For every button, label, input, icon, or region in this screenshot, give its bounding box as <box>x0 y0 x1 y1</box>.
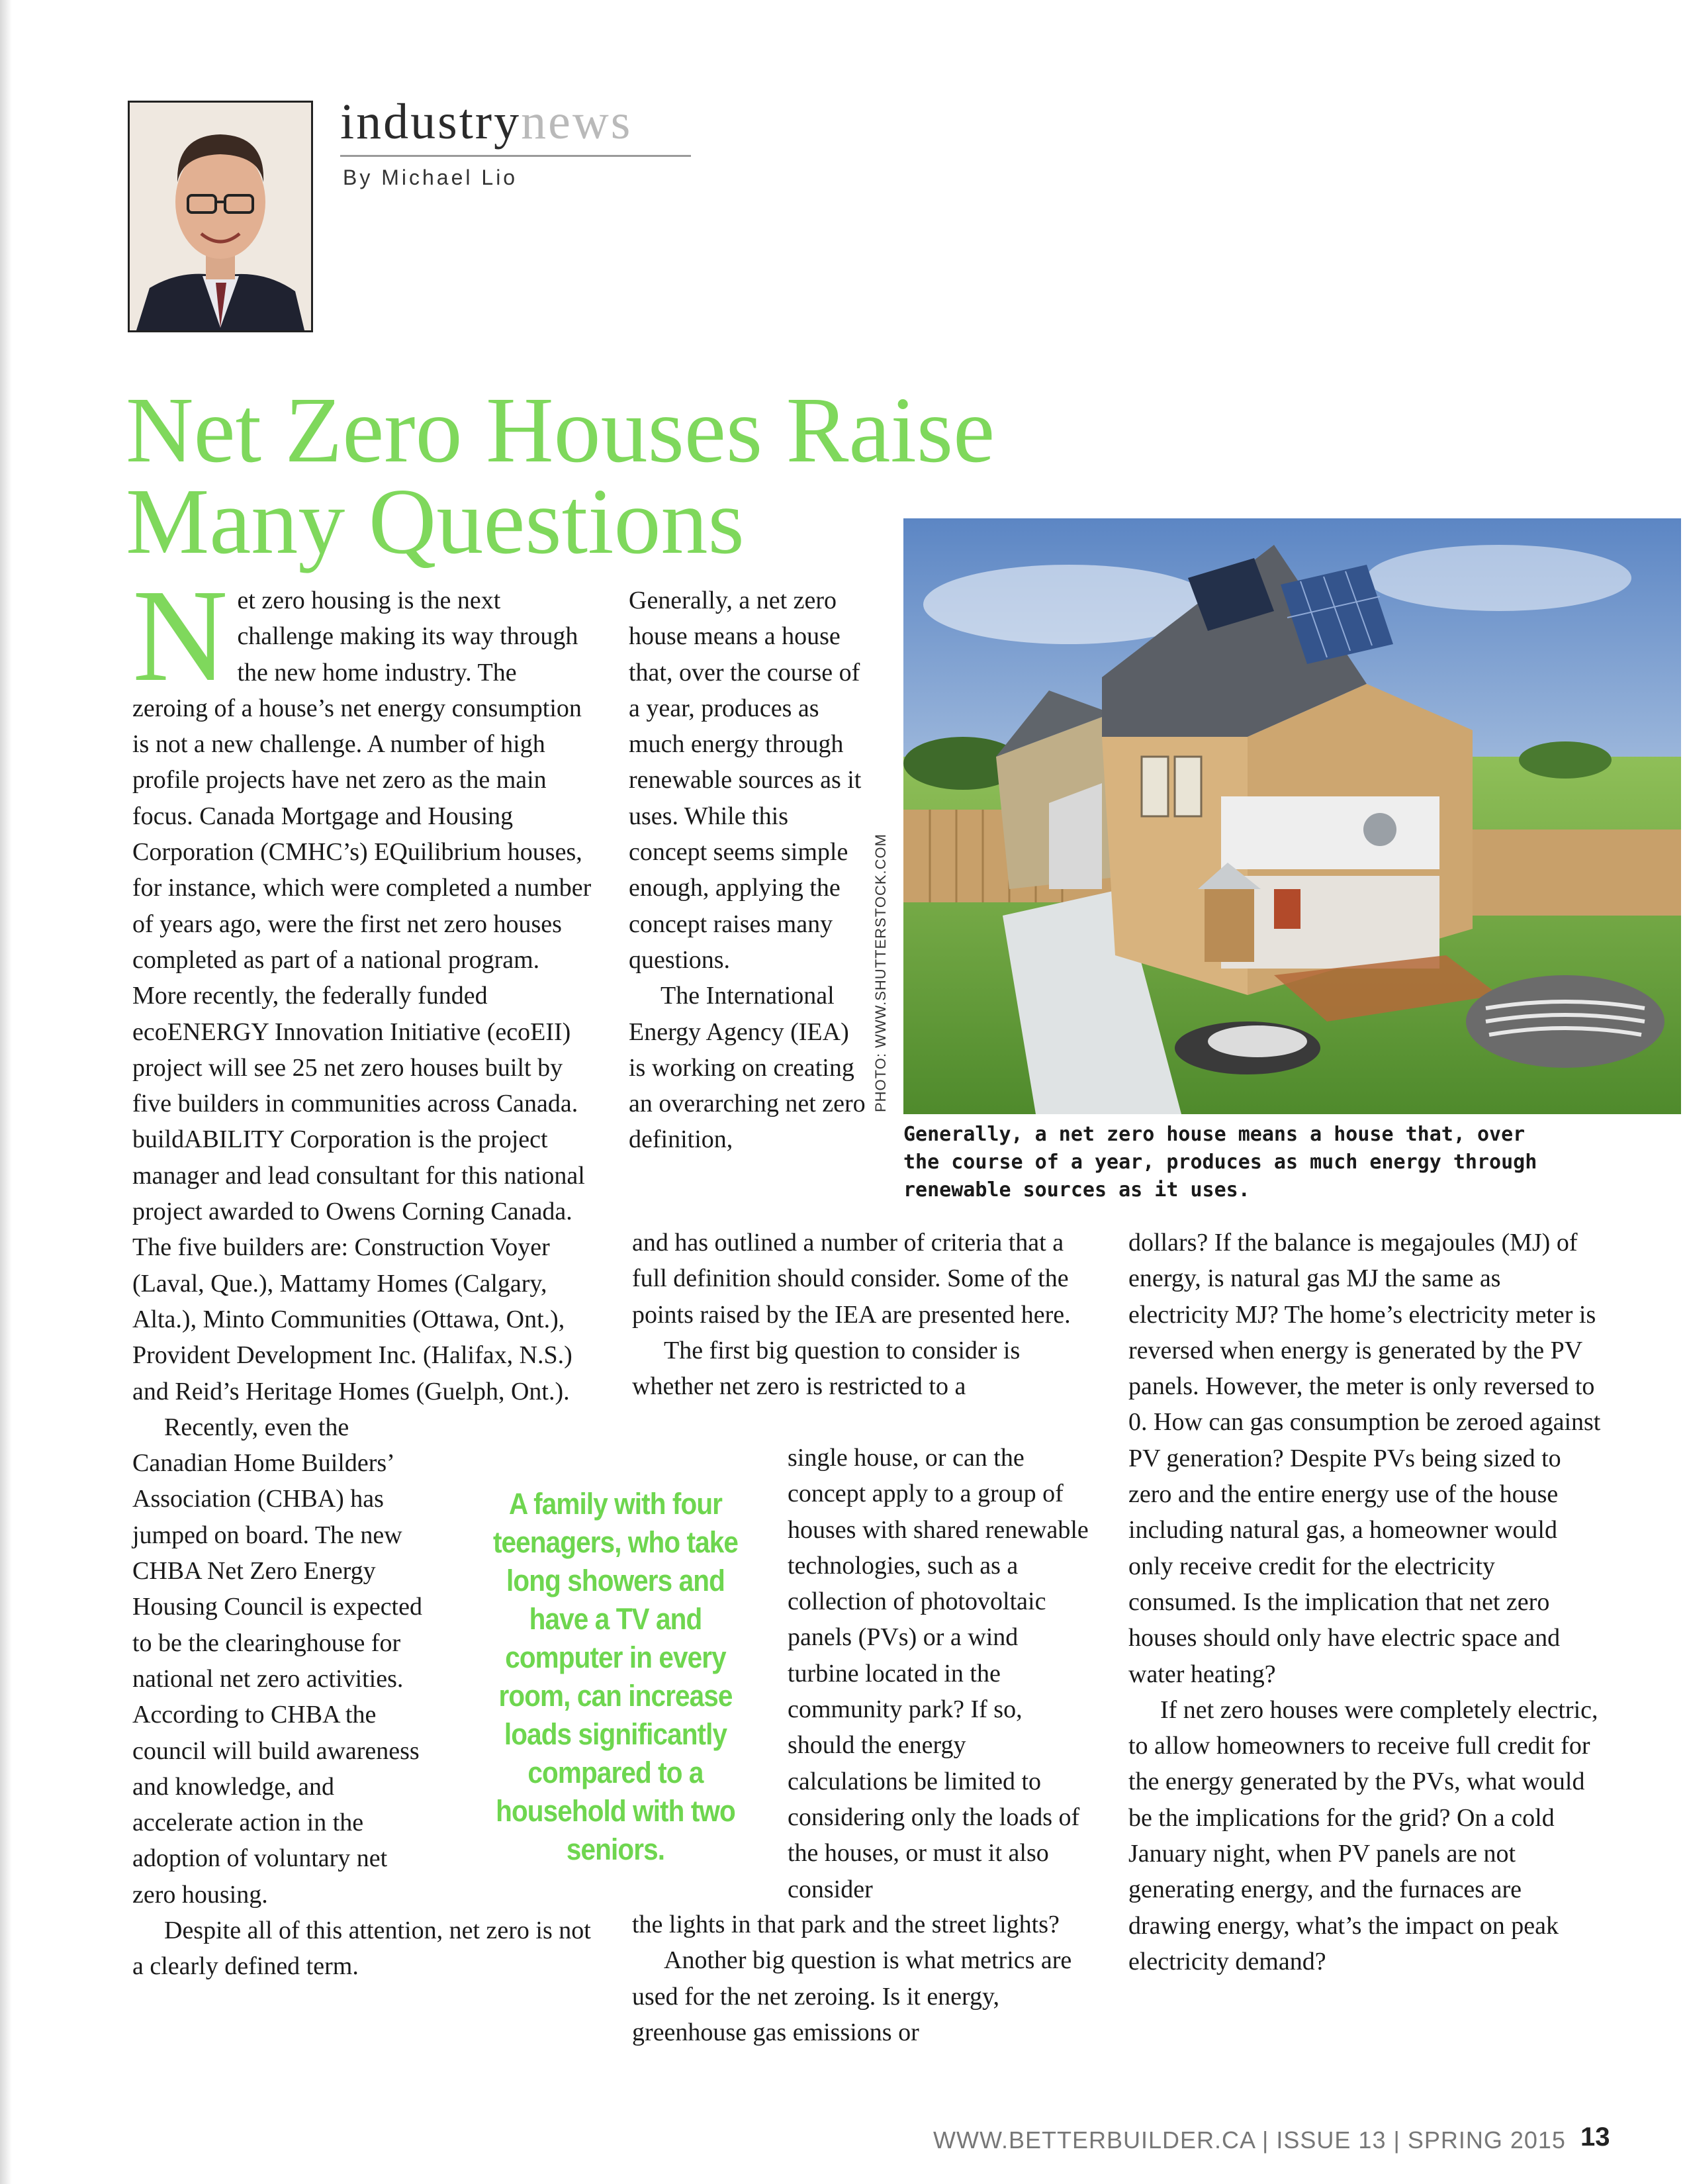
net-zero-house-illustration <box>903 518 1681 1114</box>
headline-line-2: Many Questions <box>126 469 745 573</box>
paragraph-text: et zero housing is the next challenge making its way through the new home industry. The zeroing of a house’s net energy consumption is not a new challenge. A number of high profile projects have net zero as the main focus. Canada Mortgage and Housing Corporation (CMHC’s) EQuilibrium houses, for instance, which were completed a number of years ago, were the first net zero houses completed as part of a national program. More recently, the federally funded ecoENERGY Innovation Initiative (ecoEII) project will see 25 net zero houses built by five builders in communities across Canada. buildABILITY Corporation is the project manager and lead consultant for this national project awarded to Owens Corning Canada. The five builders are: Construction Voyer (Laval, Que.), Mattamy Homes (Calgary, Alta.), Minto Communities (Ottawa, Ont.), Provident Development Inc. (Halifax, N.S.) and Reid’s Heritage Homes (Guelph, Ont.). <box>132 587 592 1405</box>
section-divider <box>340 155 691 157</box>
paragraph: If net zero houses were completely electric, to allow homeowners to receive full credit for the energy generated by the PVs, what would be the implications for the grid? On a cold January night, when PV panels are not generating energy, and the furnaces are drawing energy, what’s the impact on peak electricity demand? <box>1128 1695 1598 1975</box>
section-label-light: news <box>521 94 633 150</box>
headline-line-1: Net Zero Houses Raise <box>126 377 995 482</box>
article-column-3 <box>1128 1225 1605 1979</box>
paragraph <box>132 563 596 1409</box>
author-photo <box>128 101 313 332</box>
drop-cap: N <box>132 563 228 709</box>
article-column-2-top <box>629 583 870 1158</box>
footer-info: WWW.BETTERBUILDER.CA | ISSUE 13 | SPRING 2015 <box>933 2126 1566 2154</box>
paragraph: Despite all of this attention, net zero is not a clearly defined term. <box>132 1916 591 1981</box>
byline: By Michael Lio <box>343 166 518 189</box>
paragraph: The International Energy Agency (IEA) is working on creating an overarching net zero definition, <box>629 982 866 1154</box>
paragraph: Generally, a net zero house means a house that, over the course of a year, produces as much energy through renewable sources as it uses. While this concept seems simple enough, applying the concept raises many questions. <box>629 587 862 974</box>
paragraph-continued: the lights in that park and the street lights? <box>632 1911 1060 1938</box>
paragraph: dollars? If the balance is megajoules (MJ) of energy, is natural gas MJ the same as electricity MJ? The home’s electricity meter is reversed when energy is generated by the PV panels. However, the meter is only reversed to 0. How can gas consumption be zeroed against PV generation? Despite PVs being sized to zero and the entire energy use of the house including natural gas, a homeowner would only receive credit for the electricity consumed. Is the implication that net zero houses should only have electric space and water heating? <box>1128 1229 1601 1688</box>
paragraph: Recently, even the Canadian Home Builders’ Association (CHBA) has jumped on board. The new CHBA Net Zero Energy Housing Council is expected to be the clearinghouse for national net zero activities. According to CHBA the council will build awareness and knowledge, and accelerate action in the adoption of voluntary net zero housing. <box>132 1413 422 1909</box>
article-column-2-middle <box>632 1225 1089 1404</box>
paragraph: Another big question is what metrics are used for the net zeroing. Is it energy, greenhouse gas emissions or <box>632 1946 1072 2046</box>
pull-quote: A family with four teenagers, who take long showers and have a TV and computer in every room, can increase loads significantly compared to a household with two seniors. <box>492 1487 739 1866</box>
photo-credit: PHOTO: WWW.SHUTTERSTOCK.COM <box>872 833 889 1112</box>
page-edge-shadow <box>0 0 12 2184</box>
article-column-2-bottom <box>632 1907 1089 2050</box>
article-column-2-wrap <box>788 1440 1092 1907</box>
section-label <box>340 94 633 150</box>
paragraph-continued: and has outlined a number of criteria that a full definition should consider. Some of the points raised by the IEA are presented here. <box>632 1229 1071 1329</box>
figure-caption: Generally, a net zero house means a house that, over the course of a year, produces as much energy through renewable sources as it uses. <box>903 1123 1537 1202</box>
paragraph: The first big question to consider is whether net zero is restricted to a <box>632 1336 1021 1401</box>
section-label-dark: industry <box>340 94 522 150</box>
paragraph-continued: single house, or can the concept apply to a group of houses with shared renewable technologies, such as a collection of photovoltaic panels (PVs) or a wind turbine located in the community park? If so, should the energy calculations be limited to considering only the loads of the houses, or must it also consider <box>788 1444 1089 1903</box>
page-number: 13 <box>1580 2122 1610 2152</box>
